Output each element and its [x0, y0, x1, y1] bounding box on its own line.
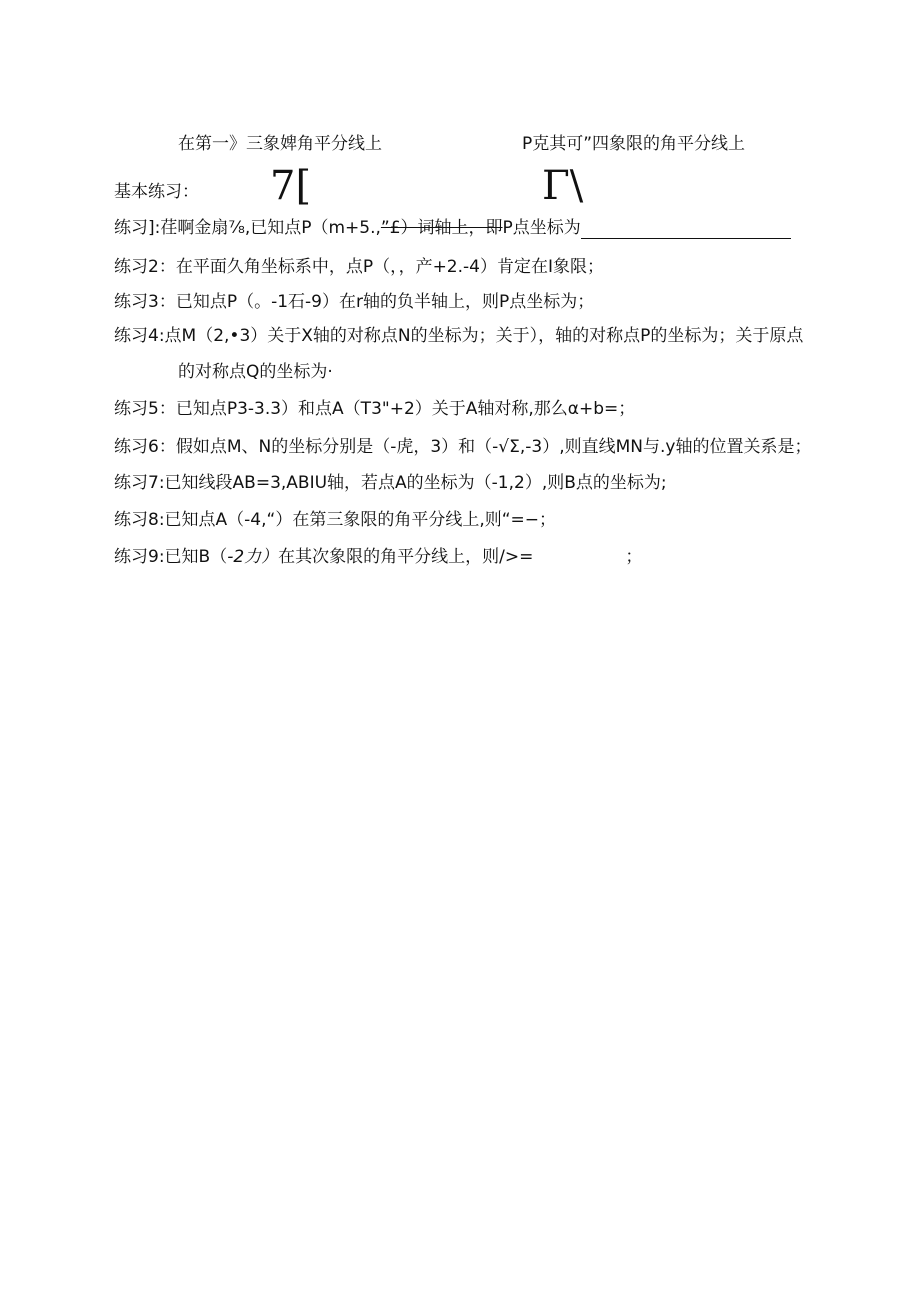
exercise-6: 练习6：假如点M、N的坐标分别是（-虎，3）和（-√Σ,-3）,则直线MN与.y轴的位置关系是；: [114, 437, 812, 457]
exercise-5: 练习5：已知点P3-3.3）和点A（T3"+2）关于A轴对称,那么α+b=；: [114, 399, 636, 419]
answer-blank: [581, 220, 791, 239]
exercise-1-text-a: 练习]:荏啊金扇⅞,已知点P（m+5.,: [114, 218, 381, 238]
exercise-9-text-c: 在其次象限的角平分线上，则/>=: [278, 547, 534, 567]
exercise-9-text-a: 练习9:已知B（: [114, 547, 228, 567]
exercise-1: [114, 217, 791, 239]
exercise-9-text-b: -2力）: [227, 547, 279, 567]
exercise-3: 练习3：已知点P（。-1石-9）在r轴的负半轴上，则P点坐标为；: [114, 292, 595, 312]
exercise-4-line-2: 的对称点Q的坐标为·: [178, 362, 333, 382]
exercise-7: 练习7:已知线段AB=3,ABIU轴，若点A的坐标为（-1,2）,则B点的坐标为;: [114, 473, 667, 493]
right-caption: P克其可”四象限的角平分线上: [522, 134, 746, 154]
exercise-9: [114, 546, 642, 568]
exercise-4-line-1: 练习4:点M（2,•3）关于X轴的对称点N的坐标为；关于），轴的对称点P的坐标为；关于原点: [114, 326, 804, 346]
exercise-9-text-d: ；: [625, 547, 643, 567]
diagram-glyph-left: 7[: [270, 163, 312, 209]
left-caption: 在第一》三象婢角平分线上: [178, 134, 382, 154]
exercise-8: 练习8:已知点A（-4,“）在第三象限的角平分线上,则“=−；: [114, 510, 557, 530]
diagram-glyph-right: Γ\: [542, 163, 584, 209]
exercise-1-text-c: P点坐标为: [502, 218, 581, 238]
section-label: 基本练习：: [114, 182, 199, 202]
exercise-2: 练习2：在平面久角坐标系中，点P（，，产+2.-4）肯定在I象限；: [114, 257, 604, 277]
exercise-1-text-struck: ”£）词轴上，即: [380, 218, 503, 238]
